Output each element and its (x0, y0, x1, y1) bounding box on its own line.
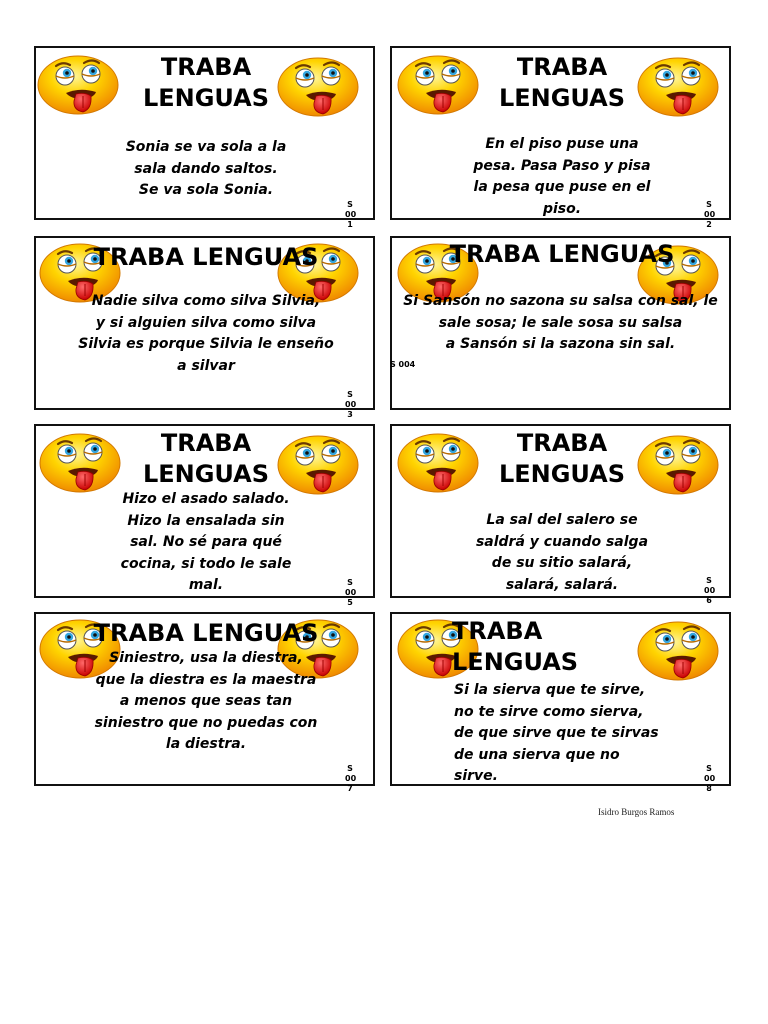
tongue-twister-card-8 (390, 612, 731, 793)
tongue-out-face-icon (636, 54, 720, 118)
card-code: S 00 8 (704, 764, 716, 793)
card-title: TRABA LENGUAS (498, 429, 626, 488)
tongue-out-face-icon (276, 54, 360, 118)
card-text: Sonia se va sola a la sala dando saltos. Se va sola Sonia. (125, 139, 287, 198)
tongue-twister-card-4 (390, 236, 731, 410)
card-code: S 00 5 (345, 578, 357, 607)
tongue-out-face-icon (396, 52, 480, 116)
card-title: TRABA LENGUAS (93, 243, 319, 271)
card-code: S 00 1 (345, 200, 357, 229)
tongue-twister-card-6 (390, 424, 731, 605)
card-title: TRABA LENGUAS (93, 619, 319, 647)
card-text: En el piso puse una pesa. Pasa Paso y pisa la pesa que puse en el piso. (473, 136, 651, 217)
tongue-twister-card-2 (390, 46, 731, 229)
card-text: La sal del salero se saldrá y cuando salga de su sitio salará, salará, salará. (475, 512, 649, 593)
card-title: TRABA LENGUAS (498, 53, 626, 112)
card-title: TRABA LENGUAS (452, 617, 579, 676)
card-text: Si la sierva que te sirve, no te sirve como sierva, de que sirve que te sirvas de una sierva que no sirve. (454, 682, 659, 784)
card-text: Siniestro, usa la diestra, que la diestra es la maestra a menos que seas tan siniestro que no puedas con la diestra. (94, 650, 318, 752)
tongue-twister-card-1 (34, 46, 375, 229)
tongue-twister-card-7 (34, 612, 375, 793)
tongue-out-face-icon (396, 430, 480, 494)
tongue-out-face-icon (276, 432, 360, 496)
card-code: S 004 (390, 360, 416, 369)
card-title: TRABA LENGUAS (142, 53, 270, 112)
card-code: S 00 6 (704, 576, 716, 605)
card-text: Nadie silva como silva Silvia, y si alguien silva como silva Silvia es porque Silvia le enseño a silvar (78, 293, 334, 374)
tongue-out-face-icon (36, 52, 120, 116)
tongue-out-face-icon (636, 432, 720, 496)
card-code: S 00 3 (345, 390, 357, 419)
tongue-out-face-icon (38, 430, 122, 494)
tongue-twister-card-3 (34, 236, 375, 419)
card-text: Si Sansón no sazona su salsa con sal, le sale sosa; le sale sosa su salsa a Sansón si la sazona sin sal. (403, 293, 718, 352)
card-code: S 00 7 (345, 764, 357, 793)
tongue-out-face-icon (636, 618, 720, 682)
card-text: Hizo el asado salado. Hizo la ensalada sin sal. No sé para qué cocina, si todo le sale mal. (120, 491, 292, 593)
card-title: TRABA LENGUAS (449, 240, 675, 268)
card-title: TRABA LENGUAS (142, 429, 270, 488)
author-name: Isidro Burgos Ramos (598, 807, 675, 817)
tongue-twister-card-5 (34, 424, 375, 607)
card-code: S 00 2 (704, 200, 716, 229)
